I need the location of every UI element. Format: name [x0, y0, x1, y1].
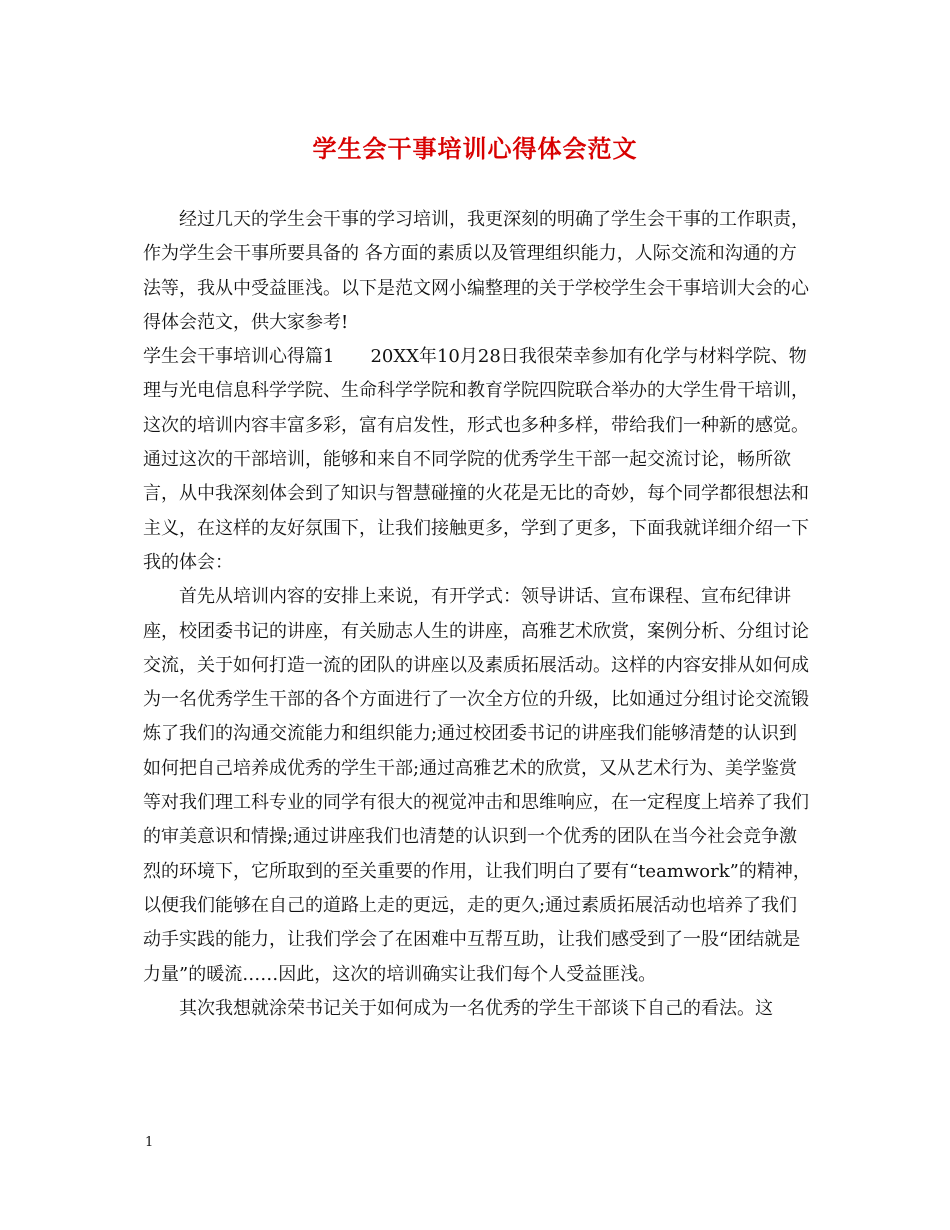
page-number: 1	[145, 1135, 154, 1150]
training-content-paragraph: 首先从培训内容的安排上来说，有开学式：领导讲话、宣布课程、宣布纪律讲座，校团委书记的讲座，有关励志人生的讲座，高雅艺术欣赏，案例分析、分组讨论交流，关于如何打造一流的团队的讲座以及素质拓展活动。这样的内容安排从如何成为一名优秀学生干部的各个方面进行了一次全方位的升级，比如通过分组讨论交流锻炼了我们的沟通交流能力和组织能力;通过校团委书记的讲座我们能够清楚的认识到如何把自己培养成优秀的学生干部;通过高雅艺术的欣赏，又从艺术行为、美学鉴赏等对我们理工科专业的同学有很大的视觉冲击和思维响应，在一定程度上培养了我们的审美意识和情操;通过讲座我们也清楚的认识到一个优秀的团队在当今社会竞争激烈的环境下，它所取到的至关重要的作用，让我们明白了要有“teamwork”的精神，以便我们能够在自己的道路上走的更远，走的更久;通过素质拓展活动也培养了我们动手实践的能力，让我们学会了在困难中互帮互助，让我们感受到了一股“团结就是力量”的暖流……因此，这次的培训确实让我们每个人受益匪浅。	[143, 586, 811, 985]
section-1-paragraph: 学生会干事培训心得篇1 20XX年10月28日我很荣幸参加有化学与材料学院、物理与光电信息科学学院、生命科学学院和教育学院四院联合举办的大学生骨干培训，这次的培训内容丰富多彩，富有启发性，形式也多种多样，带给我们一种新的感觉。通过这次的干部培训，能够和来自不同学院的优秀学生干部一起交流讨论，畅所欲言，从中我深刻体会到了知识与智慧碰撞的火花是无比的奇妙，每个同学都很想法和主义，在这样的友好氛围下，让我们接触更多，学到了更多，下面我就详细介绍一下我的体会：	[143, 346, 809, 573]
document-title: 学生会干事培训心得体会范文	[312, 134, 638, 163]
document-body	[143, 203, 813, 1026]
secondly-paragraph: 其次我想就涂荣书记关于如何成为一名优秀的学生干部谈下自己的看法。这	[179, 997, 773, 1019]
intro-paragraph: 经过几天的学生会干事的学习培训，我更深刻的明确了学生会干事的工作职责，作为学生会干事所要具备的 各方面的素质以及管理组织能力，人际交流和沟通的方法等，我从中受益匪浅。以下是范文网小编整理的关于学校学生会干事培训大会的心得体会范文，供大家参考!	[143, 209, 809, 333]
